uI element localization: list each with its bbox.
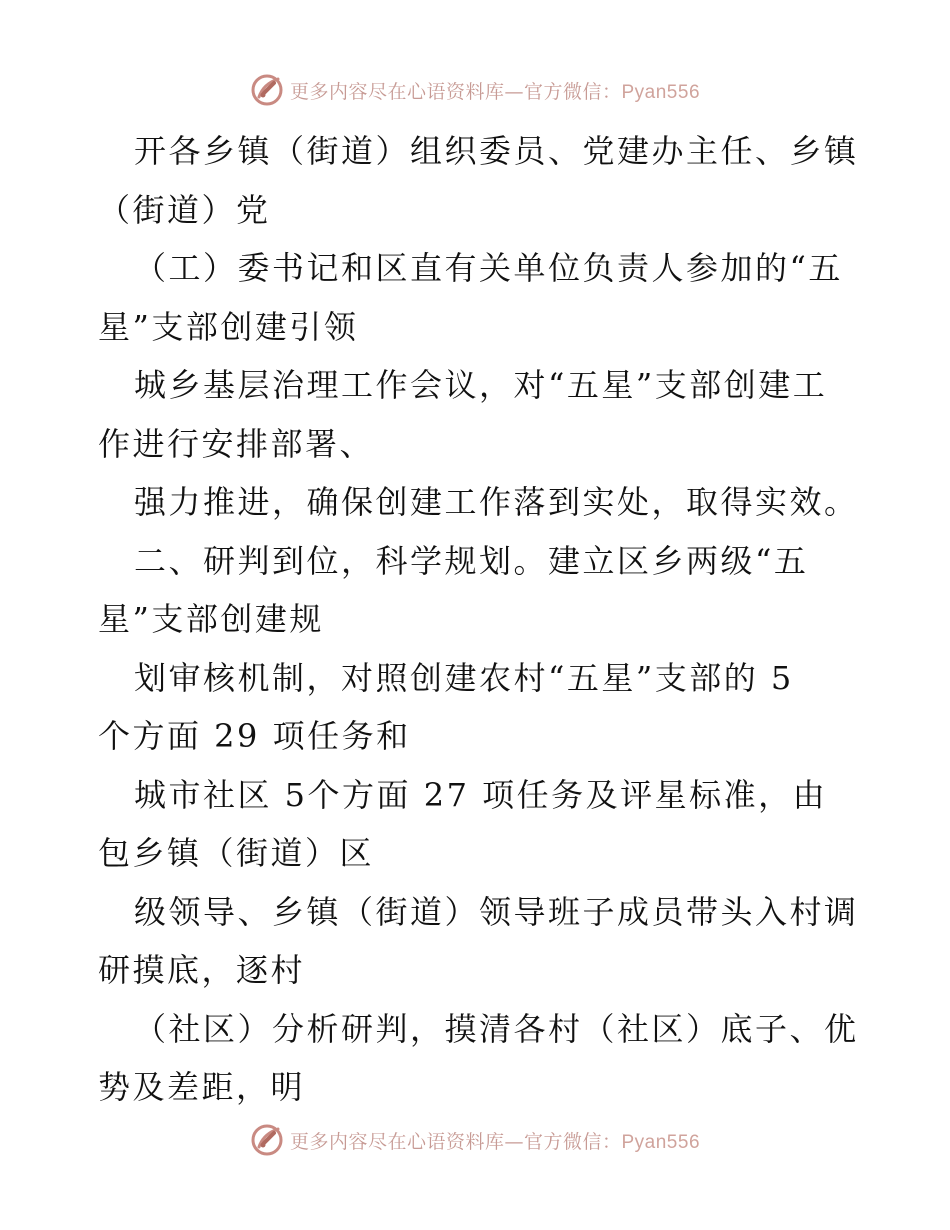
header-watermark-label: 更多内容尽在心语资料库—官方微信： [289, 80, 622, 103]
body-line: 城乡基层治理工作会议，对“五星”支部创建工 [134, 366, 828, 404]
header-watermark-handle: Pyan556 [621, 81, 701, 103]
body-line: 开各乡镇（街道）组织委员、党建办主任、乡镇 [134, 132, 859, 170]
footer-watermark-label: 更多内容尽在心语资料库—官方微信： [289, 1130, 622, 1153]
body-line: （社区）分析研判，摸清各村（社区）底子、优 [134, 1009, 859, 1048]
body-line: 二、研判到位，科学规划。建立区乡两级“五 [134, 541, 809, 580]
body-line: 星”支部创建引领 [98, 307, 359, 346]
footer-watermark-text [290, 1127, 700, 1154]
body-line: 个方面 29 项任务和 [98, 717, 411, 755]
body-line: 势及差距，明 [98, 1068, 306, 1106]
body-line: 星”支部创建规 [98, 600, 324, 638]
footer-watermark-handle: Pyan556 [621, 1131, 701, 1153]
footer-watermark [0, 1120, 950, 1160]
body-line: 划审核机制，对照创建农村“五星”支部的 5 [134, 658, 794, 697]
body-line: 强力推进，确保创建工作落到实处，取得实效。 [134, 483, 859, 521]
body-line: （街道）党 [98, 190, 271, 229]
header-watermark [0, 70, 950, 110]
body-line: 级领导、乡镇（街道）领导班子成员带头入村调 [134, 892, 859, 931]
body-line: 包乡镇（街道）区 [98, 834, 375, 872]
body-line: 研摸底，逐村 [98, 951, 306, 989]
body-line: 城市社区 5个方面 27 项任务及评星标准，由 [134, 775, 828, 814]
brand-logo-icon [250, 73, 284, 107]
body-line: 作进行安排部署、 [98, 424, 375, 463]
body-line: （工）委书记和区直有关单位负责人参加的“五 [134, 249, 843, 287]
document-body [98, 122, 858, 1117]
header-watermark-text [290, 77, 700, 104]
brand-logo-icon [250, 1123, 284, 1157]
